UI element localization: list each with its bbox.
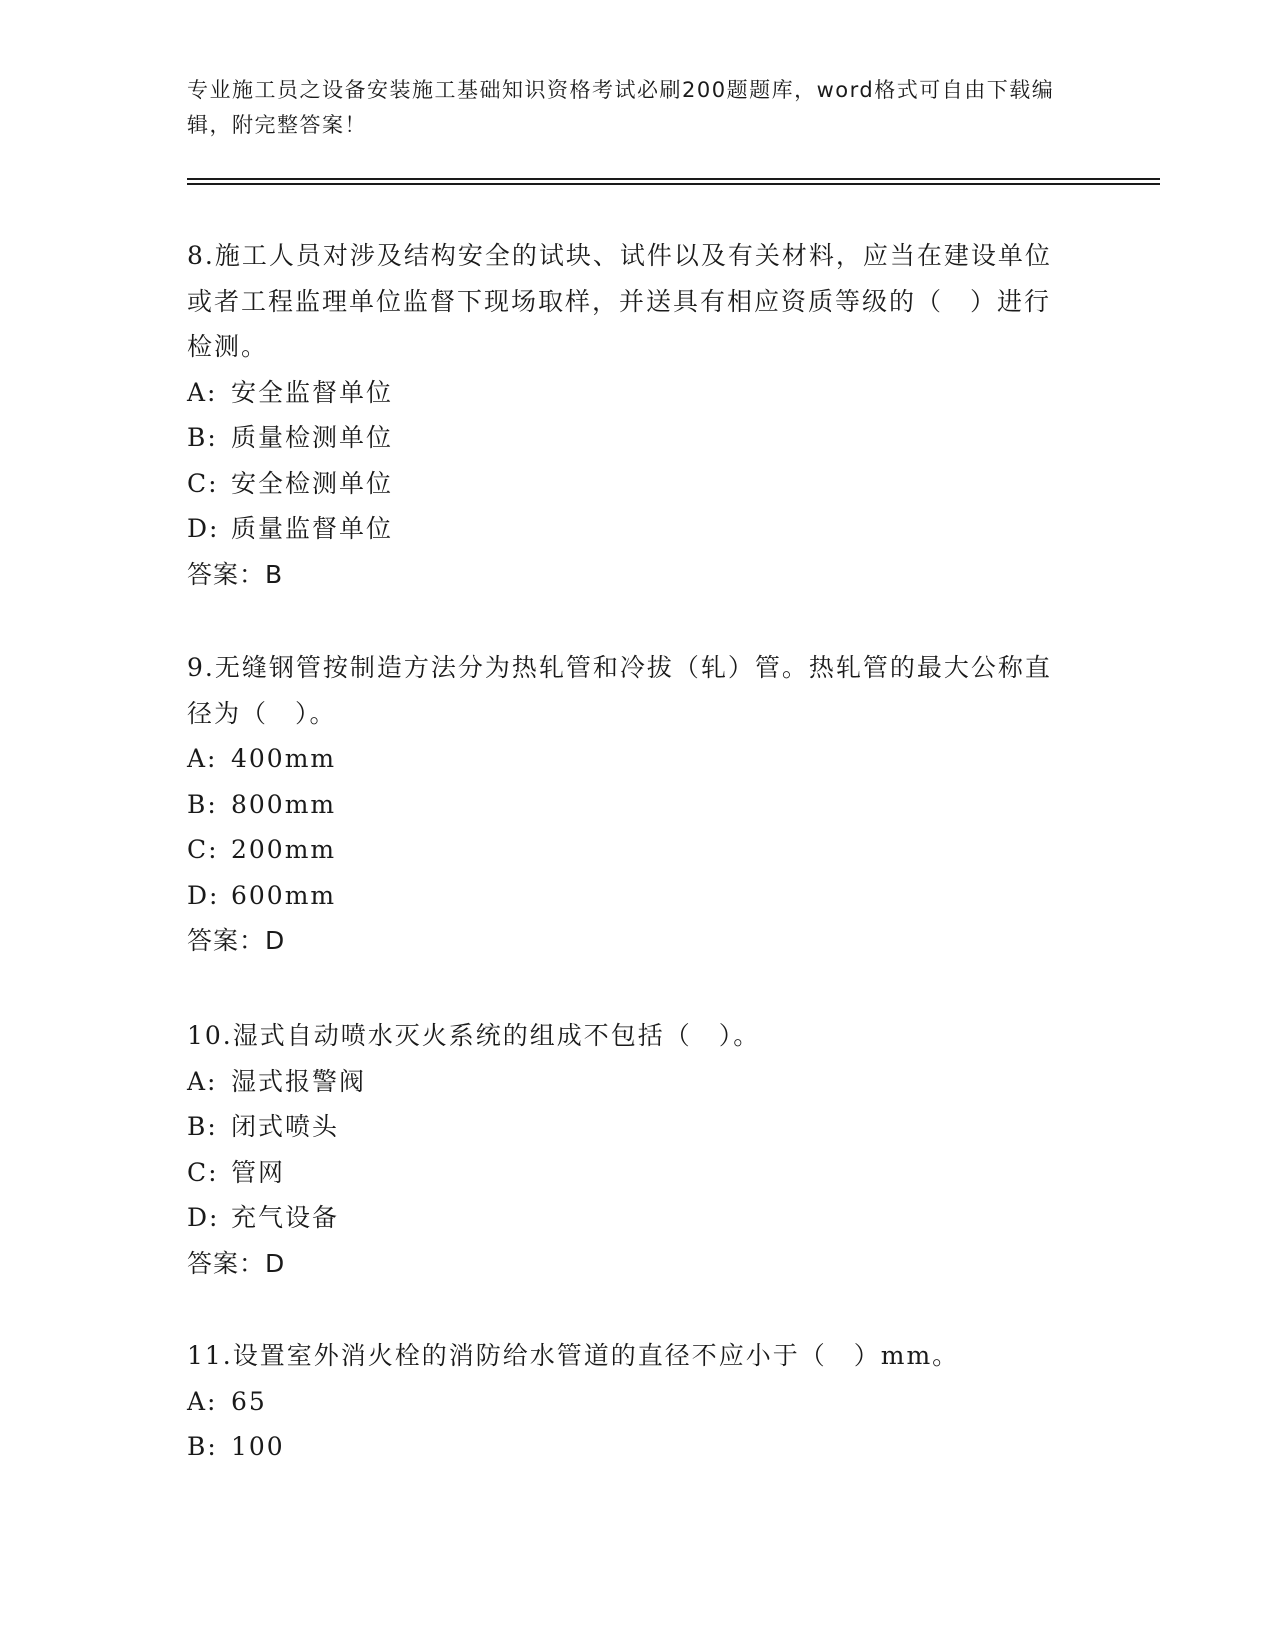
option-c	[187, 1150, 1067, 1196]
question-11	[187, 1333, 1067, 1470]
option-label: D:	[187, 1203, 220, 1232]
header-divider-top	[187, 178, 1160, 180]
option-a	[187, 736, 1067, 782]
option-text: 100	[231, 1432, 285, 1461]
option-b	[187, 415, 1067, 461]
option-b	[187, 782, 1067, 828]
option-b	[187, 1104, 1067, 1150]
option-label: D:	[187, 880, 220, 910]
option-text: 质量监督单位	[231, 514, 394, 543]
header-divider-bottom	[187, 183, 1160, 185]
option-label: A:	[187, 744, 218, 773]
option-d	[187, 1195, 1067, 1241]
option-label: B:	[187, 423, 218, 452]
option-label: A:	[187, 377, 218, 407]
option-text: 安全检测单位	[231, 468, 394, 498]
option-label: A:	[187, 1066, 218, 1096]
option-text: 200mm	[231, 835, 337, 864]
option-label: C:	[187, 835, 219, 864]
option-text: 65	[231, 1386, 267, 1416]
option-c	[187, 461, 1067, 507]
question-stem: 9.无缝钢管按制造方法分为热轧管和冷拔（轧）管。热轧管的最大公称直径为（ ）。	[187, 653, 1052, 728]
option-b	[187, 1424, 1067, 1470]
answer: 答案：D	[187, 1248, 286, 1278]
document-header: 专业施工员之设备安装施工基础知识资格考试必刷200题题库，word格式可自由下载编辑，附完整答案！	[187, 78, 1055, 137]
option-d	[187, 873, 1067, 919]
option-a	[187, 1379, 1067, 1425]
option-d	[187, 506, 1067, 552]
option-c	[187, 827, 1067, 873]
option-a	[187, 1059, 1067, 1105]
option-a	[187, 370, 1067, 416]
question-stem: 10.湿式自动喷水灭火系统的组成不包括（ ）。	[187, 1021, 761, 1050]
option-label: A:	[187, 1386, 218, 1416]
option-text: 闭式喷头	[231, 1112, 340, 1141]
option-label: B:	[187, 1432, 218, 1461]
option-label: C:	[187, 468, 219, 498]
question-9	[187, 645, 1067, 964]
answer: 答案：D	[187, 926, 286, 955]
option-text: 400mm	[231, 744, 337, 773]
option-text: 800mm	[231, 789, 337, 819]
option-text: 管网	[231, 1157, 286, 1187]
option-text: 质量检测单位	[231, 423, 394, 452]
question-10	[187, 1013, 1067, 1286]
question-8	[187, 233, 1067, 597]
answer: 答案：B	[187, 559, 284, 589]
option-text: 600mm	[231, 880, 337, 910]
option-label: B:	[187, 789, 218, 819]
option-label: D:	[187, 514, 220, 543]
question-stem: 8.施工人员对涉及结构安全的试块、试件以及有关材料，应当在建设单位或者工程监理单位监督下现场取样，并送具有相应资质等级的（ ）进行检测。	[187, 241, 1052, 361]
option-text: 安全监督单位	[231, 377, 394, 407]
option-text: 湿式报警阀	[231, 1066, 367, 1096]
question-stem: 11.设置室外消火栓的消防给水管道的直径不应小于（ ）mm。	[187, 1341, 960, 1370]
option-text: 充气设备	[231, 1203, 340, 1232]
option-label: B:	[187, 1112, 218, 1141]
option-label: C:	[187, 1157, 219, 1187]
